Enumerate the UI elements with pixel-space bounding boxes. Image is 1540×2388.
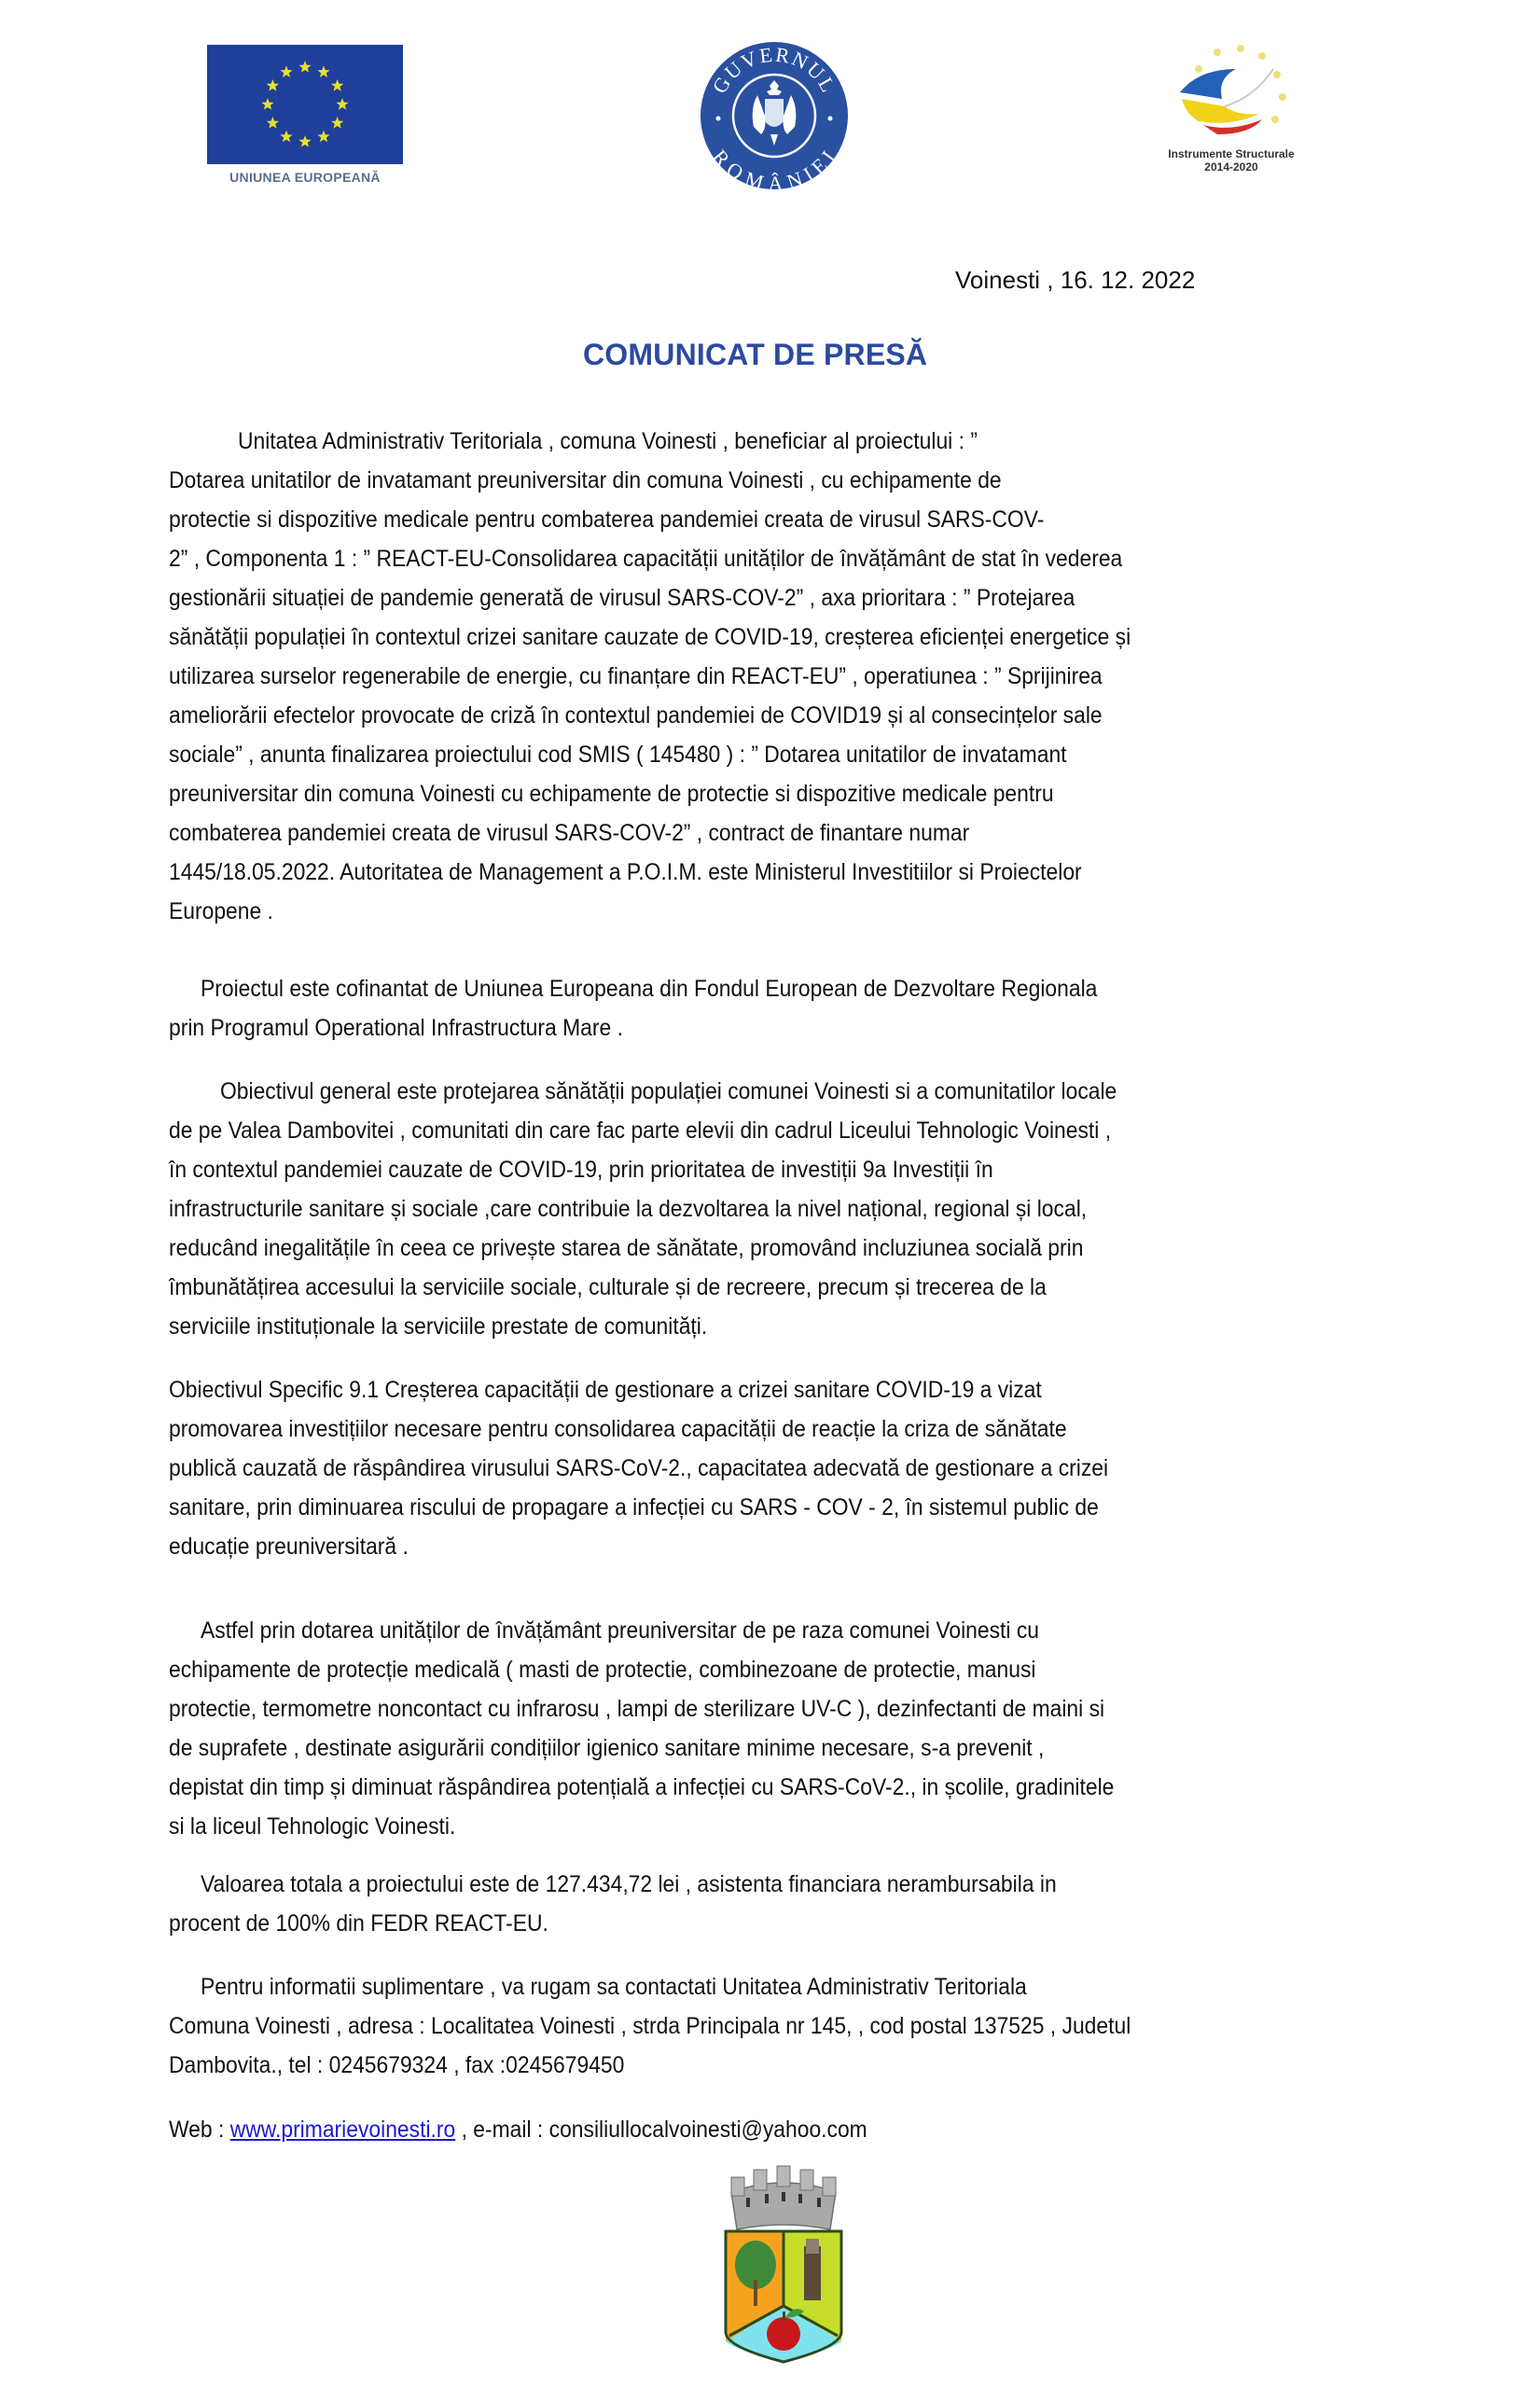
text-line: Obiectivul general este protejarea sănătății populației comunei Voinesti si a comunitatilor locale <box>219 1078 1117 1104</box>
text-line: ameliorării efectelor provocate de criză în contextul pandemiei de COVID19 și al consecințelor sale <box>169 702 1103 729</box>
text-line: îmbunătățirea accesului la serviciile sociale, culturale și de recreere, precum și trecerea de la <box>169 1274 1047 1300</box>
text-line: echipamente de protecție medicală ( masti de protectie, combinezoane de protectie, manusi <box>169 1657 1036 1683</box>
text-line: depistat din timp și diminuat răspândirea potențială a infecției cu SARS-CoV-2., in școlile, gradinitele <box>169 1774 1115 1800</box>
text-line: educație preuniversitară . <box>169 1534 409 1560</box>
text-line: reducând inegalitățile în ceea ce privește starea de sănătate, promovând incluziunea socială prin <box>169 1235 1084 1261</box>
text-line: promovarea investițiilor necesare pentru consolidarea capacității de reacție la criza de sănătate <box>169 1416 1067 1442</box>
text-line: Proiectul este cofinantat de Uniunea Europeana din Fondul European de Dezvoltare Regionala <box>200 976 1098 1002</box>
text-line: în contextul pandemiei cauzate de COVID-19, prin prioritatea de investiții 9a Investiții în <box>169 1157 993 1183</box>
eu-logo-caption: UNIUNEA EUROPEANĂ <box>229 170 381 185</box>
caption-line-2: 2014-2020 <box>1204 160 1258 174</box>
eu-flag-logo <box>207 45 403 164</box>
instrumente-structurale-caption <box>1119 147 1343 174</box>
text-line: Dambovita., tel : 0245679324 , fax :0245679450 <box>169 2052 625 2078</box>
text-line: si la liceul Tehnologic Voinesti. <box>169 1813 456 1840</box>
text-line: sociale” , anunta finalizarea proiectului cod SMIS ( 145480 ) : ” Dotarea unitatilor de invatamant <box>169 742 1067 768</box>
text-line: Pentru informatii suplimentare , va rugam sa contactati Unitatea Administrativ Teritoriala <box>200 1974 1027 2000</box>
text-line: 1445/18.05.2022. Autoritatea de Management a P.O.I.M. este Ministerul Investitiilor si Proiectelor <box>169 859 1082 885</box>
text-line: Comuna Voinesti , adresa : Localitatea Voinesti , strda Principala nr 145, , cod postal 137525 , Judetul <box>169 2013 1131 2039</box>
text-line: infrastructurile sanitare și sociale ,care contribuie la dezvoltarea la nivel național, regional și local, <box>169 1196 1088 1222</box>
text-line: prin Programul Operational Infrastructura Mare . <box>169 1015 623 1041</box>
web-email-line <box>169 2110 1372 2149</box>
text-line: sănătății populației în contextul crizei sanitare cauzate de COVID-19, creșterea eficienței energetice și <box>169 624 1131 650</box>
text-line: Astfel prin dotarea unităților de învățământ preuniversitar de pe raza comunei Voinesti cu <box>200 1617 1039 1644</box>
text-line: Obiectivul Specific 9.1 Creșterea capacității de gestionare a crizei sanitare COVID-19 a vizat <box>169 1377 1042 1403</box>
paragraph-specific-objective <box>169 1370 1372 1566</box>
text-line: protectie si dispozitive medicale pentru combaterea pandemiei creata de virusul SARS-COV- <box>169 507 1045 533</box>
text-line: 2” , Componenta 1 : ” REACT-EU-Consolidarea capacității unităților de învățământ de stat în vederea <box>169 546 1123 572</box>
text-line: procent de 100% din FEDR REACT-EU. <box>169 1910 548 1937</box>
svg-text:ROMÂNIEI: ROMÂNIEI <box>708 145 841 190</box>
paragraph-cofinancing <box>169 969 1372 1048</box>
document-date: Voinesti , 16. 12. 2022 <box>955 266 1196 294</box>
paragraph-intro <box>169 422 1372 931</box>
shield-icon <box>726 2231 841 2362</box>
text-line: Unitatea Administrativ Teritoriala , comuna Voinesti , beneficiar al proiectului : ” <box>237 428 978 454</box>
web-label: Web : <box>169 2117 230 2143</box>
text-line: serviciile instituționale la serviciile prestate de comunități. <box>169 1313 708 1340</box>
text-line: publică cauzată de răspândirea virusului SARS-CoV-2., capacitatea adecvată de gestionare a crizei <box>169 1455 1109 1481</box>
text-line: de pe Valea Dambovitei , comunitati din care fac parte elevii din cadrul Liceului Tehnologic Voinesti , <box>169 1118 1112 1144</box>
text-line: de suprafete , destinate asigurării condițiilor igienico sanitare minime necesare, s-a prevenit , <box>169 1735 1045 1761</box>
government-of-romania-seal <box>700 41 849 190</box>
text-line: sanitare, prin diminuarea riscului de propagare a infecției cu SARS - COV - 2, în sistemul public de <box>169 1494 1099 1520</box>
text-line: gestionării situației de pandemie generată de virusul SARS-COV-2” , axa prioritara : ” Protejarea <box>169 585 1075 611</box>
svg-text:GUVERNUL: GUVERNUL <box>707 42 841 98</box>
text-line: Dotarea unitatilor de invatamant preuniversitar din comuna Voinesti , cu echipamente de <box>169 467 1002 493</box>
paragraph-contact <box>169 1967 1372 2085</box>
website-link[interactable]: www.primarievoinesti.ro <box>229 2117 456 2143</box>
text-line: preuniversitar din comuna Voinesti cu echipamente de protectie si dispozitive medicale pentru <box>169 781 1054 807</box>
voinesti-coat-of-arms <box>718 2164 849 2365</box>
page-title: COMUNICAT DE PRESĂ <box>583 338 928 371</box>
mural-crown-icon <box>731 2166 836 2229</box>
paragraph-equipment <box>169 1611 1372 1846</box>
figure-icon <box>804 2239 821 2300</box>
instrumente-structurale-logo <box>1161 41 1301 144</box>
text-line: Europene . <box>169 898 273 924</box>
paragraph-general-objective <box>169 1072 1372 1346</box>
text-line: protectie, termometre noncontact cu infrarosu , lampi de sterilizare UV-C ), dezinfectanti de maini si <box>169 1696 1105 1722</box>
caption-line-1: Instrumente Structurale <box>1168 147 1295 160</box>
text-line: Valoarea totala a proiectului este de 127.434,72 lei , asistenta financiara nerambursabila in <box>200 1871 1057 1897</box>
eu-stars-icon <box>207 45 403 164</box>
email-text: , e-mail : consiliullocalvoinesti@yahoo.com <box>455 2117 867 2143</box>
text-line: combaterea pandemiei creata de virusul SARS-COV-2” , contract de finantare numar <box>169 820 970 846</box>
paragraph-value <box>169 1865 1372 1943</box>
text-line: utilizarea surselor regenerabile de energie, cu finanțare din REACT-EU” , operatiunea : ” Sprijinirea <box>169 663 1103 689</box>
